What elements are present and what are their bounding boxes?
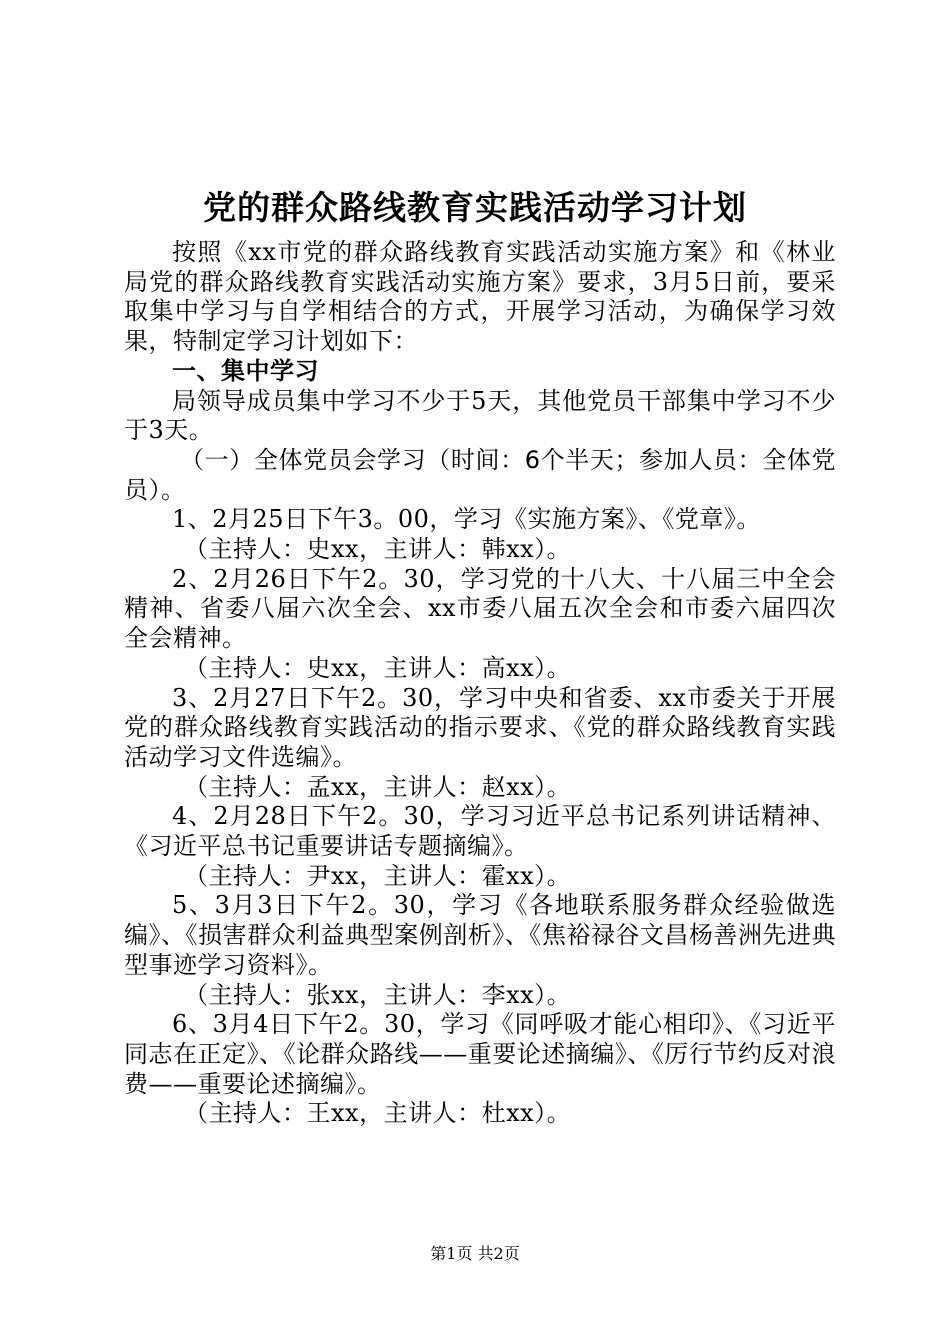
study-item-3: 3、2月27日下午2。30，学习中央和省委、xx市委关于开展党的群众路线教育实践活动的指示要求、《党的群众路线教育实践活动学习文件选编》。	[124, 683, 836, 771]
subsection-heading: （一）全体党员会学习（时间：6个半天；参加人员：全体党员）。	[124, 445, 836, 504]
page-number-footer: 第1页 共2页	[430, 1244, 520, 1263]
host-line-6: （主持人：王xx，主讲人：杜xx）。	[184, 1099, 572, 1128]
host-line-3: （主持人：孟xx，主讲人：赵xx）。	[184, 772, 572, 801]
study-item-1: 1、2月25日下午3。00，学习《实施方案》、《党章》。	[172, 505, 761, 534]
study-item-6: 6、3月4日下午2。30，学习《同呼吸才能心相印》、《习近平同志在正定》、《论群众路线——重要论述摘编》、《厉行节约反对浪费——重要论述摘编》。	[124, 1010, 836, 1098]
host-line-2: （主持人：史xx，主讲人：高xx）。	[184, 653, 572, 682]
study-item-2: 2、2月26日下午2。30，学习党的十八大、十八届三中全会精神、省委八届六次全会、xx市委八届五次全会和市委六届四次全会精神。	[124, 564, 836, 653]
host-line-4: （主持人：尹xx，主讲人：霍xx）。	[184, 861, 572, 890]
study-item-5: 5、3月3日下午2。30，学习《各地联系服务群众经验做选编》、《损害群众利益典型案例剖析》、《焦裕禄谷文昌杨善洲先进典型事迹学习资料》。	[124, 891, 836, 979]
document-body	[124, 238, 836, 1129]
intro-paragraph: 按照《xx市党的群众路线教育实践活动实施方案》和《林业局党的群众路线教育实践活动实施方案》要求，3月5日前，要采取集中学习与自学相结合的方式，开展学习活动，为确保学习效果，特制定学习计划如下：	[124, 238, 836, 356]
section-heading: 一、集中学习	[172, 356, 319, 385]
host-line-1: （主持人：史xx，主讲人：韩xx）。	[184, 535, 572, 564]
study-item-4: 4、2月28日下午2。30，学习习近平总书记系列讲话精神、《习近平总书记重要讲话专题摘编》。	[124, 802, 836, 861]
study-duration-paragraph: 局领导成员集中学习不少于5天，其他党员干部集中学习不少于3天。	[124, 386, 836, 445]
host-line-5: （主持人：张xx，主讲人：李xx）。	[184, 980, 572, 1009]
document-title: 党的群众路线教育实践活动学习计划	[203, 188, 747, 227]
